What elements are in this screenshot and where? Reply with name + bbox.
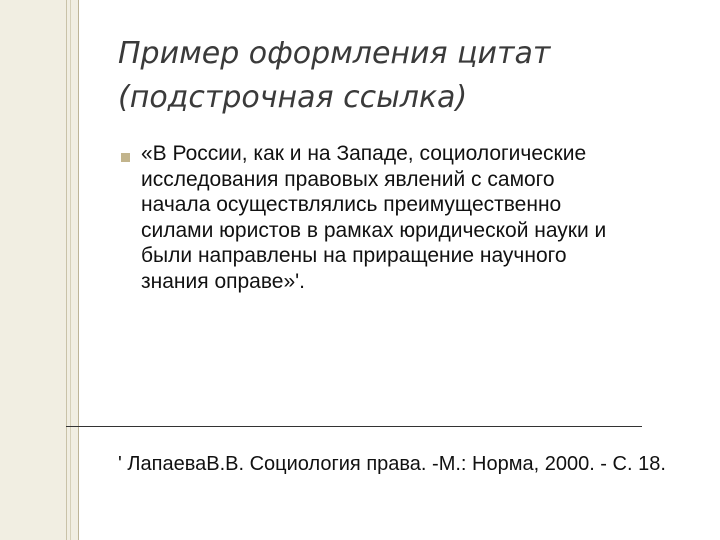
slide-title-line: Пример оформления цитат	[118, 36, 551, 71]
footnote-text: ' ЛапаеваВ.В. Социология права. -М.: Норма, 2000. - С. 18.	[118, 453, 666, 475]
slide-title	[118, 32, 698, 120]
decorative-panel-line	[66, 0, 67, 540]
quote-line: были направлены на приращение научного	[141, 244, 567, 267]
quote-line: знания оправе»'.	[141, 269, 305, 293]
footnote-separator	[66, 426, 642, 427]
quote-line: «В России, как и на Западе, социологические	[141, 142, 587, 165]
quote-line: начала осуществлялись преимущественно	[141, 193, 562, 216]
quote-line: силами юристов в рамках юридической науки и	[141, 218, 607, 242]
bullet-marker-icon	[121, 153, 130, 162]
decorative-panel-line	[78, 0, 79, 540]
slide-title-line: (подстрочная ссылка)	[118, 80, 468, 115]
quote-paragraph	[141, 141, 701, 294]
decorative-panel-line	[70, 0, 71, 540]
quote-line: исследования правовых явлений с самого	[141, 167, 555, 191]
